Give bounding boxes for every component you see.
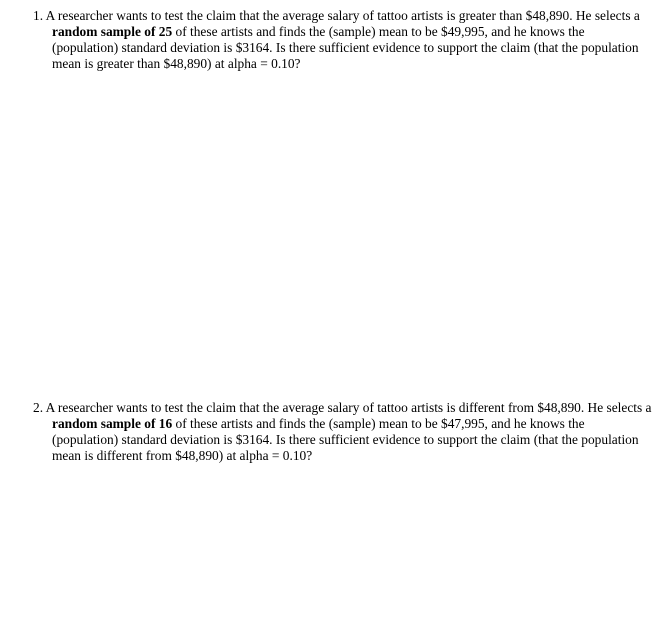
question-2-text bbox=[33, 400, 653, 464]
question-2-text-after: of these artists and finds the (sample) mean to be $47,995, and he knows the (population) standard deviation is $3164. Is there sufficient evidence to support the claim (that the population mean is different from $48,890) at alpha = 0.10? bbox=[52, 416, 639, 463]
question-1-number: 1. bbox=[33, 8, 44, 23]
question-1-sample-size: random sample of 25 bbox=[52, 24, 173, 39]
question-2-sample-size: random sample of 16 bbox=[52, 416, 173, 431]
question-1-text-after: of these artists and finds the (sample) mean to be $49,995, and he knows the (population) standard deviation is $3164. Is there sufficient evidence to support the claim (that the population mean is greater than $48,890) at alpha = 0.10? bbox=[52, 24, 639, 71]
question-2-number: 2. bbox=[33, 400, 44, 415]
question-1 bbox=[33, 8, 653, 72]
question-1-text bbox=[33, 8, 653, 72]
question-2-text-before: A researcher wants to test the claim that the average salary of tattoo artists is different from $48,890. He selects a bbox=[43, 400, 652, 415]
question-2 bbox=[33, 400, 653, 464]
question-1-text-before: A researcher wants to test the claim that the average salary of tattoo artists is greater than $48,890. He selects a bbox=[43, 8, 640, 23]
